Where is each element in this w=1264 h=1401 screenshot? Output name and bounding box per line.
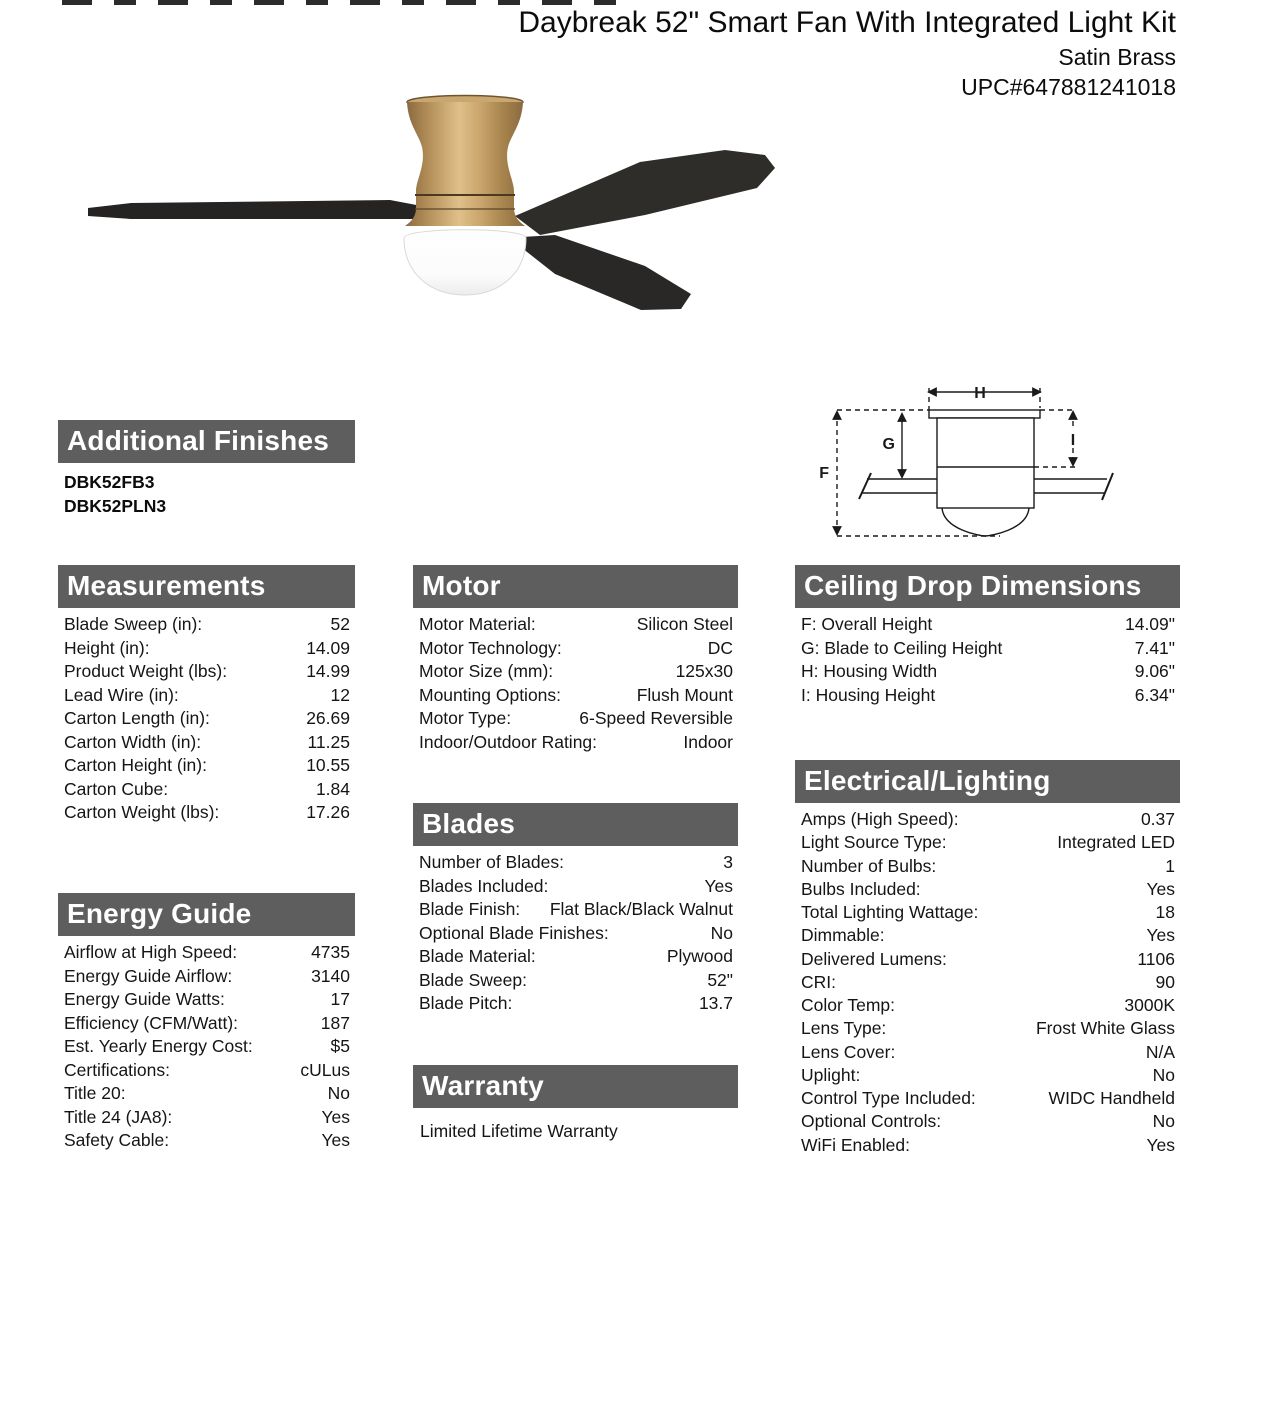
spec-value: 125x30: [675, 661, 733, 681]
spec-label: Efficiency (CFM/Watt):: [64, 1012, 239, 1033]
spec-label: Motor Material:: [419, 614, 536, 634]
spec-label: Product Weight (lbs):: [64, 661, 228, 681]
spec-row: [58, 941, 355, 965]
spec-label: Certifications:: [64, 1059, 171, 1080]
spec-label: Bulbs Included:: [801, 878, 921, 899]
spec-value: 187: [320, 1012, 350, 1033]
spec-label: Motor Type:: [419, 708, 512, 728]
spec-value: WIDC Handheld: [1048, 1088, 1175, 1108]
finish-code-item: DBK52PLN3: [64, 496, 167, 516]
spec-label: Energy Guide Airflow:: [64, 965, 233, 986]
fan-body-brass: [407, 102, 523, 195]
spec-rows: [413, 613, 738, 754]
spec-row: [413, 731, 738, 755]
spec-label: Blades Included:: [419, 875, 549, 896]
diagram-label-i: I: [1070, 432, 1076, 449]
section-header: Energy Guide: [58, 893, 355, 936]
page-title: Daybreak 52" Smart Fan With Integrated Light Kit: [518, 6, 1176, 39]
spec-label: Height (in):: [64, 637, 150, 658]
spec-row: [413, 969, 738, 993]
spec-row: [795, 808, 1180, 831]
spec-value: Yes: [1146, 1134, 1175, 1155]
spec-row: [58, 684, 355, 708]
spec-row: [413, 898, 738, 922]
spec-value: 52": [707, 969, 733, 990]
spec-value: Flat Black/Black Walnut: [549, 899, 733, 919]
finish-code-item: DBK52FB3: [64, 472, 155, 492]
spec-value: 3: [723, 852, 733, 872]
section-ceiling-drop-dimensions: [795, 565, 1180, 707]
spec-rows: [58, 941, 355, 1153]
fan-blade-left: [88, 200, 427, 219]
spec-label: Airflow at High Speed:: [64, 942, 238, 962]
light-globe: [404, 230, 526, 295]
spec-row: [413, 707, 738, 731]
spec-label: Amps (High Speed):: [801, 809, 959, 829]
spec-row: [413, 851, 738, 875]
upc-text: UPC#647881241018: [961, 74, 1176, 100]
spec-label: Title 24 (JA8):: [64, 1106, 173, 1127]
spec-row: [58, 754, 355, 778]
dimension-diagram: [815, 372, 1165, 547]
spec-row: [795, 1017, 1180, 1040]
spec-label: H: Housing Width: [801, 661, 938, 681]
spec-value: 3140: [311, 965, 350, 986]
spec-value: Yes: [321, 1130, 350, 1150]
spec-value: 11.25: [307, 731, 350, 752]
spec-label: Blade Finish:: [419, 899, 521, 919]
spec-row: [58, 1082, 355, 1106]
spec-rows: [58, 613, 355, 825]
spec-row: [795, 1087, 1180, 1110]
section-electrical-lighting: [795, 760, 1180, 1157]
spec-value: DC: [707, 637, 733, 658]
spec-row: [413, 992, 738, 1016]
spec-label: G: Blade to Ceiling Height: [801, 637, 1003, 658]
spec-row: [413, 684, 738, 708]
spec-label: Carton Weight (lbs):: [64, 802, 220, 822]
spec-row: [58, 731, 355, 755]
spec-label: Blade Sweep (in):: [64, 614, 203, 634]
spec-value: 17.26: [306, 802, 350, 822]
spec-label: Number of Blades:: [419, 852, 564, 872]
spec-row: [795, 1064, 1180, 1087]
spec-value: 9.06": [1134, 661, 1175, 681]
spec-row: [795, 1110, 1180, 1133]
section-warranty: [413, 1065, 738, 1142]
spec-value: No: [1152, 1064, 1175, 1085]
spec-label: Control Type Included:: [801, 1088, 976, 1108]
spec-row: [795, 948, 1180, 971]
spec-value: Yes: [1146, 878, 1175, 899]
spec-row: [413, 875, 738, 899]
section-header: Measurements: [58, 565, 355, 608]
spec-value: N/A: [1145, 1041, 1175, 1062]
section-header: Motor: [413, 565, 738, 608]
spec-row: [58, 778, 355, 802]
spec-row: [795, 924, 1180, 947]
spec-value: 1: [1165, 855, 1175, 876]
spec-row: [413, 613, 738, 637]
diagram-label-g: G: [882, 436, 895, 453]
spec-value: 14.09": [1124, 614, 1175, 634]
spec-row: [795, 831, 1180, 854]
spec-value: 4735: [311, 942, 350, 962]
spec-row: [58, 613, 355, 637]
spec-row: [58, 1106, 355, 1130]
spec-label: Uplight:: [801, 1064, 861, 1085]
spec-label: Total Lighting Wattage:: [801, 902, 979, 922]
spec-row: [58, 1012, 355, 1036]
spec-label: Optional Controls:: [801, 1111, 942, 1132]
section-header: Warranty: [413, 1065, 738, 1108]
spec-row: [58, 707, 355, 731]
spec-label: Carton Length (in):: [64, 708, 210, 728]
spec-label: Safety Cable:: [64, 1130, 170, 1150]
spec-row: [795, 1134, 1180, 1157]
spec-row: [795, 1041, 1180, 1064]
spec-row: [413, 637, 738, 661]
spec-label: Dimmable:: [801, 925, 885, 946]
spec-row: [58, 988, 355, 1012]
spec-value: 1106: [1137, 948, 1175, 969]
spec-value: No: [327, 1083, 350, 1103]
spec-rows: [795, 613, 1180, 707]
spec-label: Optional Blade Finishes:: [419, 922, 609, 943]
section-additional-finishes: [58, 420, 355, 518]
spec-label: Light Source Type:: [801, 832, 947, 853]
spec-label: Lens Cover:: [801, 1041, 896, 1062]
spec-label: Energy Guide Watts:: [64, 989, 225, 1009]
spec-label: Est. Yearly Energy Cost:: [64, 1036, 253, 1056]
spec-value: Plywood: [666, 946, 733, 966]
spec-value: Yes: [704, 875, 733, 896]
spec-label: Delivered Lumens:: [801, 948, 947, 969]
section-header: Ceiling Drop Dimensions: [795, 565, 1180, 608]
spec-row: [795, 684, 1180, 708]
section-header: Electrical/Lighting: [795, 760, 1180, 803]
spec-row: [413, 945, 738, 969]
spec-row: [58, 637, 355, 661]
spec-value: Silicon Steel: [636, 614, 733, 634]
spec-value: 6-Speed Reversible: [579, 708, 733, 728]
fan-product-image: [85, 88, 775, 398]
spec-label: Motor Technology:: [419, 637, 562, 658]
section-measurements: [58, 565, 355, 825]
finish-code-list: [58, 470, 355, 518]
spec-value: Indoor: [683, 731, 733, 752]
spec-label: Blade Sweep:: [419, 969, 527, 990]
spec-value: 14.09: [306, 637, 350, 658]
spec-label: CRI:: [801, 971, 836, 992]
spec-row: [795, 971, 1180, 994]
spec-label: Blade Material:: [419, 946, 536, 966]
spec-label: Title 20:: [64, 1083, 126, 1103]
spec-row: [58, 1129, 355, 1153]
spec-rows: [795, 808, 1180, 1157]
spec-value: Yes: [1146, 925, 1175, 946]
spec-value: 0.37: [1140, 809, 1175, 829]
spec-row: [58, 965, 355, 989]
spec-value: 6.34": [1134, 684, 1175, 705]
spec-label: Lead Wire (in):: [64, 684, 179, 705]
fan-blade-lower-right: [522, 235, 691, 310]
spec-label: Motor Size (mm):: [419, 661, 554, 681]
spec-row: [795, 613, 1180, 637]
warranty-text: Limited Lifetime Warranty: [420, 1121, 618, 1141]
spec-row: [795, 901, 1180, 924]
spec-value: 14.99: [306, 661, 350, 681]
spec-row: [795, 878, 1180, 901]
fan-blade-upper-right: [515, 150, 775, 235]
spec-value: Integrated LED: [1057, 832, 1175, 853]
section-energy-guide: [58, 893, 355, 1153]
spec-value: No: [1152, 1111, 1175, 1132]
section-header: Blades: [413, 803, 738, 846]
spec-value: 17: [330, 989, 350, 1009]
diagram-label-f: F: [819, 465, 829, 482]
spec-label: Lens Type:: [801, 1018, 887, 1039]
fan-body-band: [405, 195, 525, 226]
spec-value: 3000K: [1124, 995, 1175, 1015]
spec-value: 26.69: [306, 708, 350, 728]
spec-label: Mounting Options:: [419, 684, 562, 705]
spec-value: 7.41": [1134, 637, 1175, 658]
spec-value: 18: [1155, 902, 1175, 922]
spec-value: Yes: [321, 1106, 350, 1127]
spec-value: 52: [330, 614, 350, 634]
spec-value: 12: [330, 684, 350, 705]
spec-label: Carton Cube:: [64, 778, 169, 799]
spec-value: 13.7: [698, 993, 733, 1013]
spec-label: I: Housing Height: [801, 684, 936, 705]
spec-label: Blade Pitch:: [419, 993, 513, 1013]
spec-row: [795, 660, 1180, 684]
spec-value: No: [710, 922, 733, 943]
finish-subtitle: Satin Brass: [1058, 44, 1176, 70]
diagram-label-h: H: [974, 385, 986, 402]
section-motor: [413, 565, 738, 754]
spec-row: [58, 1059, 355, 1083]
spec-value: 10.55: [306, 755, 350, 775]
spec-value: Frost White Glass: [1035, 1018, 1175, 1039]
spec-value: $5: [330, 1036, 350, 1056]
spec-label: Color Temp:: [801, 995, 896, 1015]
spec-rows: [413, 851, 738, 1016]
spec-label: Indoor/Outdoor Rating:: [419, 731, 598, 752]
spec-row: [58, 801, 355, 825]
spec-row: [795, 637, 1180, 661]
spec-row: [58, 1035, 355, 1059]
spec-label: F: Overall Height: [801, 614, 933, 634]
section-blades: [413, 803, 738, 1016]
spec-value: cULus: [300, 1059, 350, 1080]
spec-row: [58, 660, 355, 684]
spec-value: Flush Mount: [636, 684, 733, 705]
spec-label: Carton Width (in):: [64, 731, 202, 752]
spec-row: [795, 994, 1180, 1017]
spec-label: WiFi Enabled:: [801, 1134, 910, 1155]
section-header: Additional Finishes: [58, 420, 355, 463]
spec-row: [795, 855, 1180, 878]
spec-row: [413, 922, 738, 946]
spec-value: 1.84: [315, 778, 350, 799]
spec-label: Carton Height (in):: [64, 755, 207, 775]
spec-label: Number of Bulbs:: [801, 855, 937, 876]
spec-value: 90: [1155, 971, 1175, 992]
spec-row: [413, 660, 738, 684]
